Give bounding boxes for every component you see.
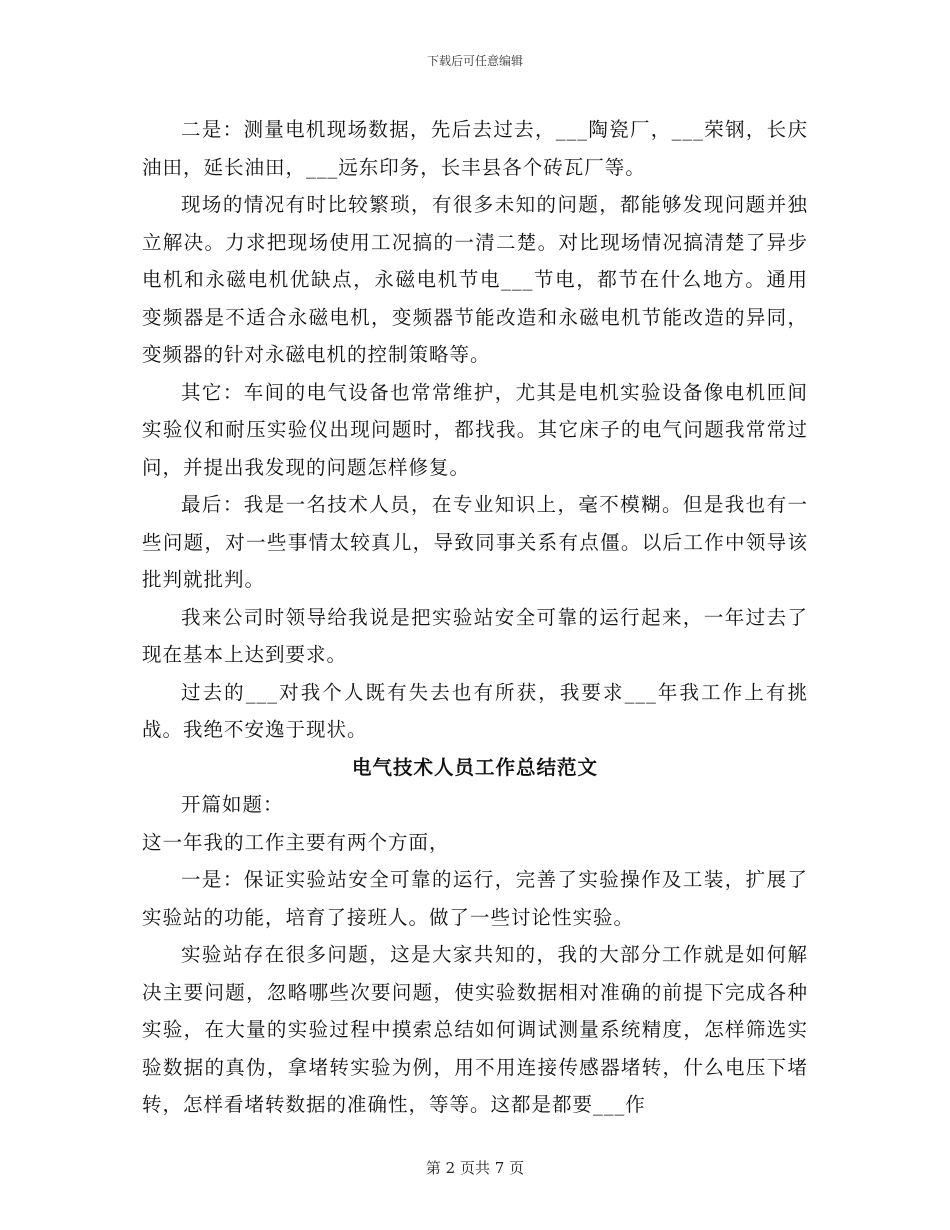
paragraph: 二是：测量电机现场数据，先后去过去，___陶瓷厂，___荣钢，长庆油田，延长油田，___远东印务，长丰县各个砖瓦厂等。 <box>142 118 808 179</box>
paragraph: 其它：车间的电气设备也常常维护，尤其是电机实验设备像电机匝间实验仪和耐压实验仪出现问题时，都找我。其它床子的电气问题我常常过问，并提出我发现的问题怎样修复。 <box>142 380 808 479</box>
paragraph: 现场的情况有时比较繁琐，有很多未知的问题，都能够发现问题并独立解决。力求把现场使用工况搞的一清二楚。对比现场情况搞清楚了异步电机和永磁电机优缺点，永磁电机节电___节电，都节在什么地方。通用变频器是不适合永磁电机，变频器节能改造和永磁电机节能改造的异同，变频器的针对永磁电机的控制策略等。 <box>142 193 808 366</box>
paragraph: 我来公司时领导给我说是把实验站安全可靠的运行起来，一年过去了现在基本上达到要求。 <box>142 605 808 666</box>
page-footer: 第 2 页共 7 页 <box>425 1159 525 1177</box>
paragraph: 这一年我的工作主要有两个方面， <box>142 830 450 854</box>
paragraph: 开篇如题： <box>181 793 284 816</box>
paragraph: 实验站存在很多问题，这是大家共知的，我的大部分工作就是如何解决主要问题，忽略哪些次要问题，使实验数据相对准确的前提下完成各种实验，在大量的实验过程中摸索总结如何调试测量系统精度，怎样筛选实验数据的真伪，拿堵转实验为例，用不用连接传感器堵转，什么电压下堵转，怎样看堵转数据的准确性，等等。这都是都要___作 <box>142 943 808 1116</box>
paragraph: 一是：保证实验站安全可靠的运行，完善了实验操作及工装，扩展了实验站的功能，培育了接班人。做了一些讨论性实验。 <box>142 868 808 929</box>
page-header: 下载后可任意编辑 <box>426 54 523 68</box>
section-title: 电气技术人员工作总结范文 <box>351 755 598 779</box>
document-body <box>142 111 808 1124</box>
paragraph: 过去的___对我个人既有失去也有所获，我要求___年我工作上有挑战。我绝不安逸于现状。 <box>142 680 808 741</box>
paragraph: 最后：我是一名技术人员，在专业知识上，毫不模糊。但是我也有一些问题，对一些事情太较真儿，导致同事关系有点僵。以后工作中领导该批判就批判。 <box>142 493 808 591</box>
